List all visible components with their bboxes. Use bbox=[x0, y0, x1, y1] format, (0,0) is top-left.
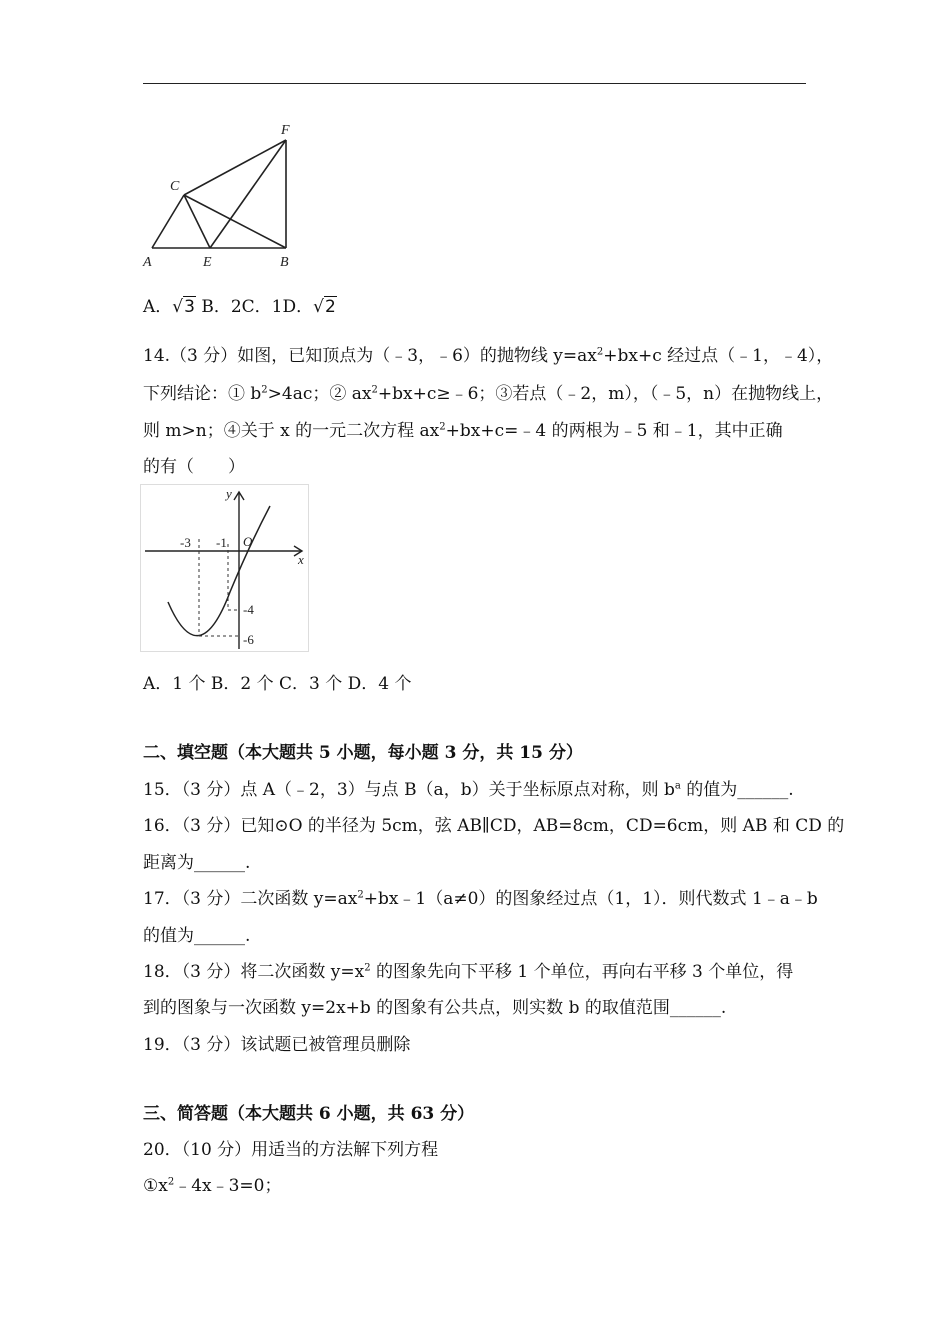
tick-minus4: -4 bbox=[243, 602, 254, 617]
section2-heading: 二、填空题（本大题共 5 小题，每小题 3 分，共 15 分） bbox=[143, 743, 583, 763]
label-e: E bbox=[203, 255, 212, 270]
segment-cf bbox=[184, 140, 286, 195]
q14-line-4: 的有（ ） bbox=[143, 457, 245, 477]
q17-line-2: 的值为______. bbox=[143, 926, 251, 946]
axis-label-x: x bbox=[298, 552, 304, 567]
segment-cb bbox=[184, 195, 286, 248]
tick-minus1: -1 bbox=[216, 535, 227, 550]
q20-line-1: 20．（10 分）用适当的方法解下列方程 bbox=[143, 1140, 439, 1160]
segment-ce bbox=[184, 195, 210, 248]
label-c: C bbox=[170, 179, 180, 194]
tick-minus3: -3 bbox=[180, 535, 191, 550]
label-b: B bbox=[280, 255, 289, 270]
section3-heading: 三、简答题（本大题共 6 小题，共 63 分） bbox=[143, 1104, 475, 1124]
q17-line-1: 17．（3 分）二次函数 $y=ax^2+bx﹣1(a\ne 0)$的图象经过点（1，1）．则代数式 1﹣a﹣b bbox=[143, 889, 818, 909]
q16-line-1: 16．（3 分）已知⊙O 的半径为 5cm，弦 AB∥CD，AB=8cm，CD=6cm，则 AB 和 CD 的 bbox=[143, 816, 845, 836]
label-a: A bbox=[143, 255, 152, 270]
q19-line: 19．（3 分）该试题已被管理员删除 bbox=[143, 1035, 411, 1055]
q18-line-1: 18．（3 分）将二次函数 $y=x^2$ 的图象先向下平移 1 个单位，再向右平移 3 个单位，得 bbox=[143, 962, 794, 982]
origin-label: O bbox=[243, 534, 253, 549]
axis-label-y: y bbox=[226, 486, 232, 501]
q15-line: 15．（3 分）点 A（﹣2，3）与点 B（a，b）关于坐标原点对称，则 $b^a$ 的值为______. bbox=[143, 780, 794, 800]
segment-ef bbox=[210, 140, 286, 248]
q16-line-2: 距离为______. bbox=[143, 853, 251, 873]
sqrt2-expression: √2 bbox=[313, 297, 336, 317]
q14-options: A．1 个 B．2 个 C．3 个 D．4 个 bbox=[143, 674, 412, 694]
parabola-graph bbox=[140, 484, 312, 654]
q18-line-2: 到的图象与一次函数 y=2x+b 的图象有公共点，则实数 b 的取值范围______. bbox=[143, 998, 727, 1018]
q14-line-2: 下列结论：① $b^2>4ac$；② $ax^2+bx+c\ge﹣6$；③若点（﹣2，m），（﹣5，n）在抛物线上， bbox=[143, 384, 834, 404]
tick-minus6: -6 bbox=[243, 632, 254, 647]
q14-line-3: 则 m>n；④关于 x 的一元二次方程 $ax^2+bx+c=﹣4$ 的两根为﹣5 和﹣1，其中正确 bbox=[143, 421, 783, 441]
header-rule bbox=[143, 83, 806, 84]
segment-ac bbox=[152, 195, 184, 248]
parabola-curve bbox=[168, 506, 270, 636]
q14-line-1: 14.（3 分）如图，已知顶点为（﹣3，﹣6）的抛物线 $y=ax^2+bx+c$ 经过点（﹣1，﹣4）， bbox=[143, 346, 834, 366]
q20-line-2: $①x^2﹣4x﹣3=0$； bbox=[143, 1176, 282, 1196]
triangle-figure bbox=[140, 118, 300, 270]
sqrt3-expression: √3 bbox=[172, 297, 195, 317]
label-f: F bbox=[281, 123, 290, 138]
q13-options: A．√3 B．2C．1D．√2 bbox=[143, 297, 336, 317]
